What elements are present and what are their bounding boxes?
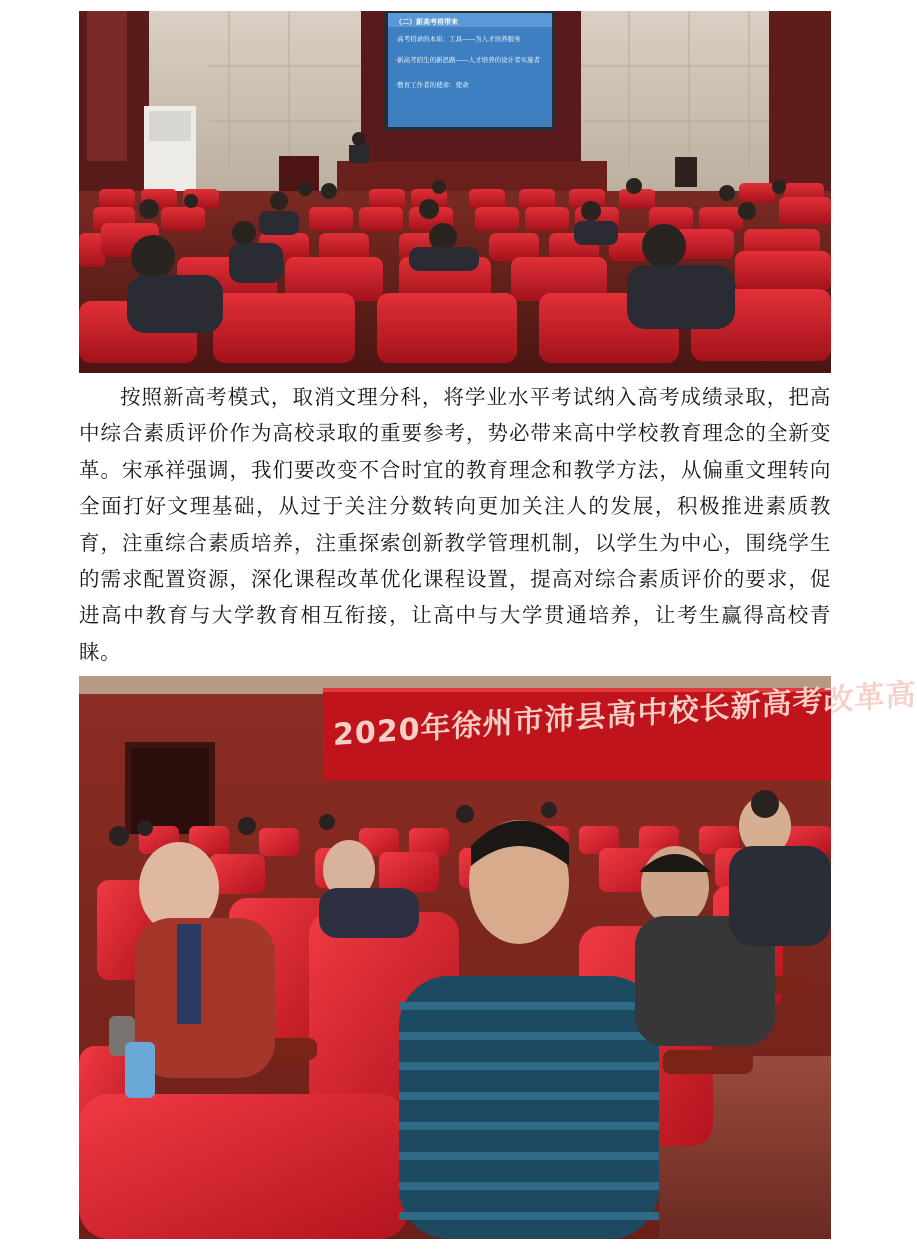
projector-slide [391, 15, 549, 125]
slide-bullet: ·新高考招生的新思路——人才培养的设计者实施者 [395, 56, 541, 64]
article-paragraph: 按照新高考模式，取消文理分科，将学业水平考试纳入高考成绩录取，把高中综合素质评价作为高校录取的重要参考，势必带来高中学校教育理念的全新变革。宋承祥强调，我们要改变不合时宜的教育理念和教学方法，从偏重文理转向全面打好文理基础，从过于关注分数转向更加关注人的发展，积极推进素质教育，注重综合素质培养，注重探索创新教学管理机制，以学生为中心，围绕学生的需求配置资源，深化课程改革优化课程设置，提高对综合素质评价的要求，促进高中教育与大学教育相互衔接，让高中与大学贯通培养，让考生赢得高校青睐。 [79, 385, 831, 664]
slide-bullet: ·教育工作者的使命：使命 [395, 81, 469, 89]
slide-heading: （二）新高考将带来 [395, 18, 458, 26]
lecture-hall-photo [79, 11, 831, 373]
slide-bullet: ·高考招录的本质：工具——为人才培养服务 [395, 35, 521, 43]
banner-text: 2020年徐州市沛县高中校长新高考改革高 [333, 677, 917, 753]
conference-attendees-photo [79, 676, 917, 1239]
conference-attendees-illustration [79, 676, 831, 1239]
